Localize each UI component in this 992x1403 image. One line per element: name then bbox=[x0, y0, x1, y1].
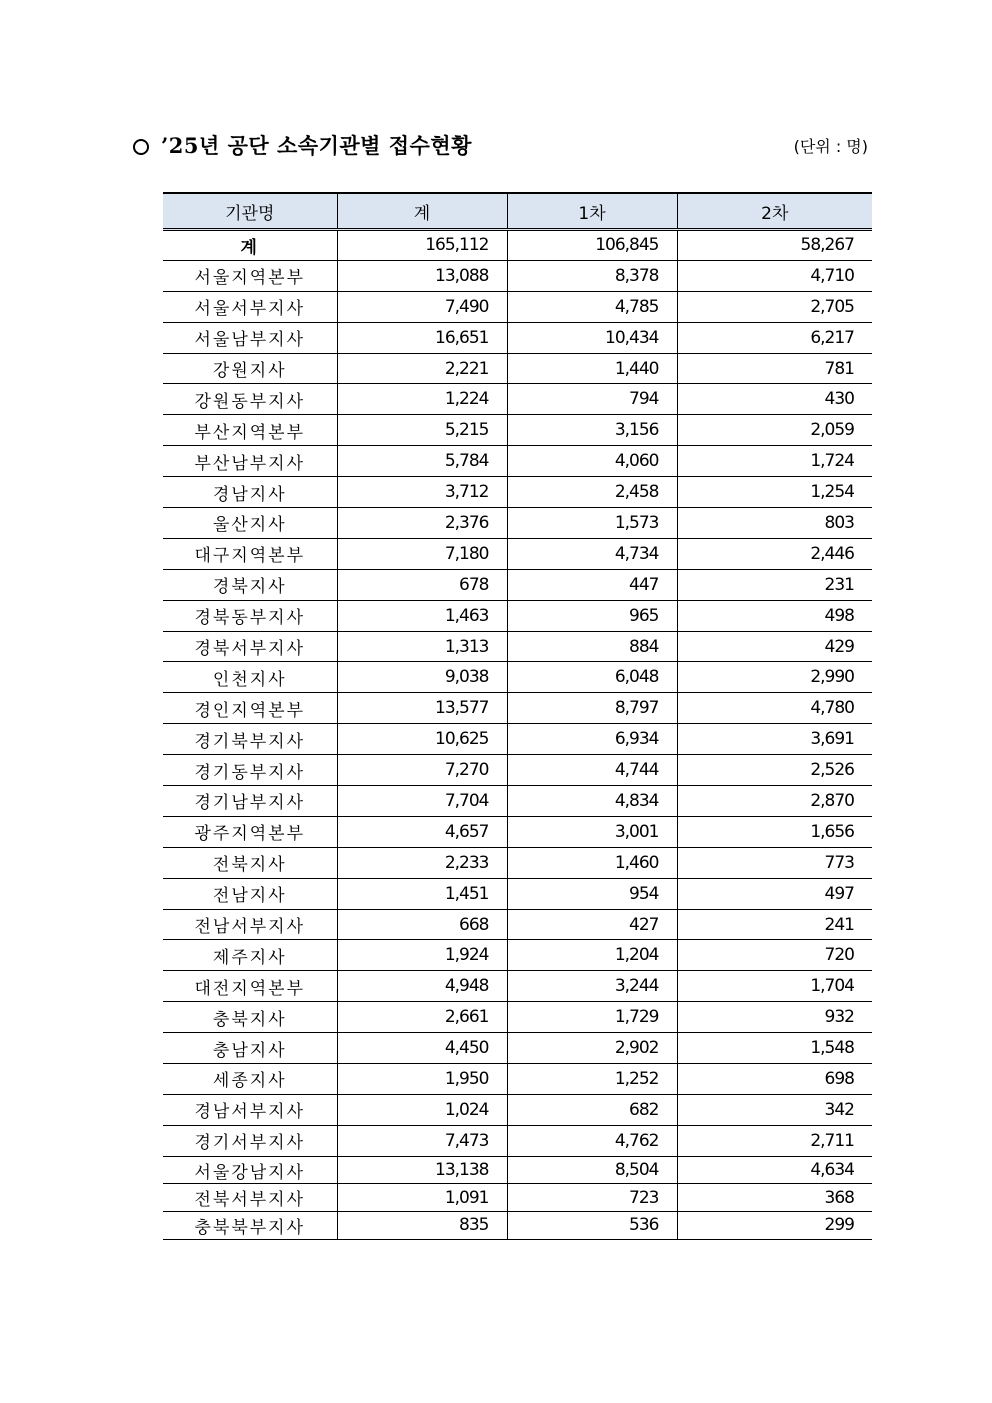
table-row bbox=[163, 538, 872, 569]
total-cell: 5,784 bbox=[337, 446, 507, 477]
agency-name-cell: 충북북부지사 bbox=[163, 1211, 337, 1239]
first-cell: 10,434 bbox=[507, 322, 677, 353]
agency-name-cell: 대전지역본부 bbox=[163, 971, 337, 1002]
second-cell: 1,724 bbox=[677, 446, 872, 477]
first-cell: 2,458 bbox=[507, 477, 677, 508]
first-cell: 6,048 bbox=[507, 662, 677, 693]
table-row bbox=[163, 1184, 872, 1212]
table-row bbox=[163, 816, 872, 847]
table-row bbox=[163, 1064, 872, 1095]
first-cell: 3,244 bbox=[507, 971, 677, 1002]
header-total: 계 bbox=[337, 193, 507, 230]
table-row bbox=[163, 260, 872, 291]
agency-name-cell: 경북서부지사 bbox=[163, 631, 337, 662]
total-cell: 1,924 bbox=[337, 940, 507, 971]
first-cell: 4,762 bbox=[507, 1125, 677, 1156]
first-cell: 682 bbox=[507, 1094, 677, 1125]
table-row bbox=[163, 693, 872, 724]
total-cell: 1,091 bbox=[337, 1184, 507, 1212]
first-cell: 8,504 bbox=[507, 1156, 677, 1184]
agency-name-cell: 세종지사 bbox=[163, 1064, 337, 1095]
table-row bbox=[163, 322, 872, 353]
total-cell: 3,712 bbox=[337, 477, 507, 508]
first-cell: 1,252 bbox=[507, 1064, 677, 1095]
first-cell: 4,734 bbox=[507, 538, 677, 569]
agency-name-cell: 전북지사 bbox=[163, 847, 337, 878]
first-cell: 4,834 bbox=[507, 786, 677, 817]
agency-name-cell: 경기북부지사 bbox=[163, 724, 337, 755]
total-cell: 2,376 bbox=[337, 508, 507, 539]
table-row bbox=[163, 1033, 872, 1064]
table-header-row bbox=[163, 193, 872, 230]
agency-name-cell: 제주지사 bbox=[163, 940, 337, 971]
table-row bbox=[163, 662, 872, 693]
table-row bbox=[163, 1125, 872, 1156]
agency-name-cell: 경남지사 bbox=[163, 477, 337, 508]
first-cell: 4,744 bbox=[507, 755, 677, 786]
second-cell: 2,705 bbox=[677, 291, 872, 322]
agency-name-cell: 강원지사 bbox=[163, 353, 337, 384]
table-row bbox=[163, 508, 872, 539]
total-cell: 2,221 bbox=[337, 353, 507, 384]
first-cell: 1,440 bbox=[507, 353, 677, 384]
table-row bbox=[163, 291, 872, 322]
second-cell: 2,990 bbox=[677, 662, 872, 693]
agency-name-cell: 경기서부지사 bbox=[163, 1125, 337, 1156]
agency-name-cell: 인천지사 bbox=[163, 662, 337, 693]
agency-name-cell: 전북서부지사 bbox=[163, 1184, 337, 1212]
total-cell: 13,088 bbox=[337, 260, 507, 291]
total-cell: 16,651 bbox=[337, 322, 507, 353]
second-cell: 6,217 bbox=[677, 322, 872, 353]
second-cell: 4,634 bbox=[677, 1156, 872, 1184]
agency-name-cell: 서울지역본부 bbox=[163, 260, 337, 291]
agency-name-cell: 서울강남지사 bbox=[163, 1156, 337, 1184]
second-cell: 932 bbox=[677, 1002, 872, 1033]
first-cell: 8,797 bbox=[507, 693, 677, 724]
table-row bbox=[163, 878, 872, 909]
agency-name-cell: 서울남부지사 bbox=[163, 322, 337, 353]
total-cell: 4,657 bbox=[337, 816, 507, 847]
total-cell: 1,224 bbox=[337, 384, 507, 415]
second-cell: 698 bbox=[677, 1064, 872, 1095]
agency-name-cell: 강원동부지사 bbox=[163, 384, 337, 415]
header-first: 1차 bbox=[507, 193, 677, 230]
second-cell: 429 bbox=[677, 631, 872, 662]
first-cell: 884 bbox=[507, 631, 677, 662]
second-cell: 1,656 bbox=[677, 816, 872, 847]
table-row bbox=[163, 600, 872, 631]
second-cell: 2,870 bbox=[677, 786, 872, 817]
second-cell: 299 bbox=[677, 1211, 872, 1239]
second-cell: 781 bbox=[677, 353, 872, 384]
second-cell: 1,704 bbox=[677, 971, 872, 1002]
total-cell: 2,661 bbox=[337, 1002, 507, 1033]
total-cell: 1,950 bbox=[337, 1064, 507, 1095]
second-cell: 241 bbox=[677, 909, 872, 940]
total-cell: 7,270 bbox=[337, 755, 507, 786]
total-cell: 1,313 bbox=[337, 631, 507, 662]
total-cell: 2,233 bbox=[337, 847, 507, 878]
table-row bbox=[163, 909, 872, 940]
agency-name-cell: 전남서부지사 bbox=[163, 909, 337, 940]
table-row bbox=[163, 446, 872, 477]
total-cell: 7,180 bbox=[337, 538, 507, 569]
second-cell: 497 bbox=[677, 878, 872, 909]
agency-name-cell: 경북지사 bbox=[163, 569, 337, 600]
first-cell: 106,845 bbox=[507, 230, 677, 261]
first-cell: 6,934 bbox=[507, 724, 677, 755]
agency-name-cell: 부산지역본부 bbox=[163, 415, 337, 446]
header-agency: 기관명 bbox=[163, 193, 337, 230]
first-cell: 2,902 bbox=[507, 1033, 677, 1064]
table-row bbox=[163, 940, 872, 971]
first-cell: 447 bbox=[507, 569, 677, 600]
table-row bbox=[163, 415, 872, 446]
total-cell: 5,215 bbox=[337, 415, 507, 446]
agency-name-cell: 경북동부지사 bbox=[163, 600, 337, 631]
second-cell: 1,254 bbox=[677, 477, 872, 508]
table-row bbox=[163, 1211, 872, 1239]
table-row bbox=[163, 631, 872, 662]
first-cell: 536 bbox=[507, 1211, 677, 1239]
table-row bbox=[163, 755, 872, 786]
second-cell: 773 bbox=[677, 847, 872, 878]
total-cell: 1,024 bbox=[337, 1094, 507, 1125]
first-cell: 427 bbox=[507, 909, 677, 940]
second-cell: 803 bbox=[677, 508, 872, 539]
second-cell: 2,526 bbox=[677, 755, 872, 786]
agency-name-cell: 계 bbox=[163, 230, 337, 261]
agency-name-cell: 경기동부지사 bbox=[163, 755, 337, 786]
table-row bbox=[163, 353, 872, 384]
agency-name-cell: 부산남부지사 bbox=[163, 446, 337, 477]
second-cell: 2,711 bbox=[677, 1125, 872, 1156]
section-heading bbox=[133, 130, 868, 164]
agency-name-cell: 광주지역본부 bbox=[163, 816, 337, 847]
total-cell: 678 bbox=[337, 569, 507, 600]
unit-label: (단위 : 명) bbox=[793, 137, 868, 156]
first-cell: 8,378 bbox=[507, 260, 677, 291]
section-title: ’25년 공단 소속기관별 접수현황 bbox=[161, 133, 472, 158]
agency-name-cell: 경기남부지사 bbox=[163, 786, 337, 817]
second-cell: 2,059 bbox=[677, 415, 872, 446]
total-cell: 668 bbox=[337, 909, 507, 940]
total-cell: 9,038 bbox=[337, 662, 507, 693]
total-cell: 1,463 bbox=[337, 600, 507, 631]
first-cell: 723 bbox=[507, 1184, 677, 1212]
second-cell: 430 bbox=[677, 384, 872, 415]
first-cell: 1,460 bbox=[507, 847, 677, 878]
second-cell: 1,548 bbox=[677, 1033, 872, 1064]
total-cell: 13,138 bbox=[337, 1156, 507, 1184]
total-cell: 10,625 bbox=[337, 724, 507, 755]
total-cell: 1,451 bbox=[337, 878, 507, 909]
table-row bbox=[163, 1002, 872, 1033]
agency-name-cell: 대구지역본부 bbox=[163, 538, 337, 569]
first-cell: 3,156 bbox=[507, 415, 677, 446]
total-row bbox=[163, 230, 872, 261]
table-row bbox=[163, 724, 872, 755]
agency-name-cell: 충남지사 bbox=[163, 1033, 337, 1064]
second-cell: 58,267 bbox=[677, 230, 872, 261]
second-cell: 498 bbox=[677, 600, 872, 631]
table-row bbox=[163, 786, 872, 817]
first-cell: 1,573 bbox=[507, 508, 677, 539]
first-cell: 4,785 bbox=[507, 291, 677, 322]
second-cell: 4,710 bbox=[677, 260, 872, 291]
second-cell: 231 bbox=[677, 569, 872, 600]
second-cell: 342 bbox=[677, 1094, 872, 1125]
first-cell: 794 bbox=[507, 384, 677, 415]
agency-name-cell: 서울서부지사 bbox=[163, 291, 337, 322]
table-row bbox=[163, 569, 872, 600]
agency-name-cell: 전남지사 bbox=[163, 878, 337, 909]
table-row bbox=[163, 847, 872, 878]
total-cell: 835 bbox=[337, 1211, 507, 1239]
table-row bbox=[163, 384, 872, 415]
table-row bbox=[163, 1094, 872, 1125]
first-cell: 1,204 bbox=[507, 940, 677, 971]
total-cell: 7,704 bbox=[337, 786, 507, 817]
total-cell: 4,948 bbox=[337, 971, 507, 1002]
header-second: 2차 bbox=[677, 193, 872, 230]
agency-reception-table bbox=[163, 192, 872, 1240]
total-cell: 7,473 bbox=[337, 1125, 507, 1156]
second-cell: 2,446 bbox=[677, 538, 872, 569]
agency-name-cell: 경남서부지사 bbox=[163, 1094, 337, 1125]
total-cell: 165,112 bbox=[337, 230, 507, 261]
agency-name-cell: 울산지사 bbox=[163, 508, 337, 539]
table-body bbox=[163, 230, 872, 1240]
circle-bullet-icon bbox=[133, 139, 149, 155]
total-cell: 13,577 bbox=[337, 693, 507, 724]
first-cell: 965 bbox=[507, 600, 677, 631]
table-row bbox=[163, 971, 872, 1002]
first-cell: 954 bbox=[507, 878, 677, 909]
total-cell: 7,490 bbox=[337, 291, 507, 322]
total-cell: 4,450 bbox=[337, 1033, 507, 1064]
second-cell: 4,780 bbox=[677, 693, 872, 724]
first-cell: 1,729 bbox=[507, 1002, 677, 1033]
second-cell: 720 bbox=[677, 940, 872, 971]
first-cell: 4,060 bbox=[507, 446, 677, 477]
second-cell: 368 bbox=[677, 1184, 872, 1212]
table-row bbox=[163, 1156, 872, 1184]
table-row bbox=[163, 477, 872, 508]
agency-name-cell: 경인지역본부 bbox=[163, 693, 337, 724]
first-cell: 3,001 bbox=[507, 816, 677, 847]
second-cell: 3,691 bbox=[677, 724, 872, 755]
agency-name-cell: 충북지사 bbox=[163, 1002, 337, 1033]
